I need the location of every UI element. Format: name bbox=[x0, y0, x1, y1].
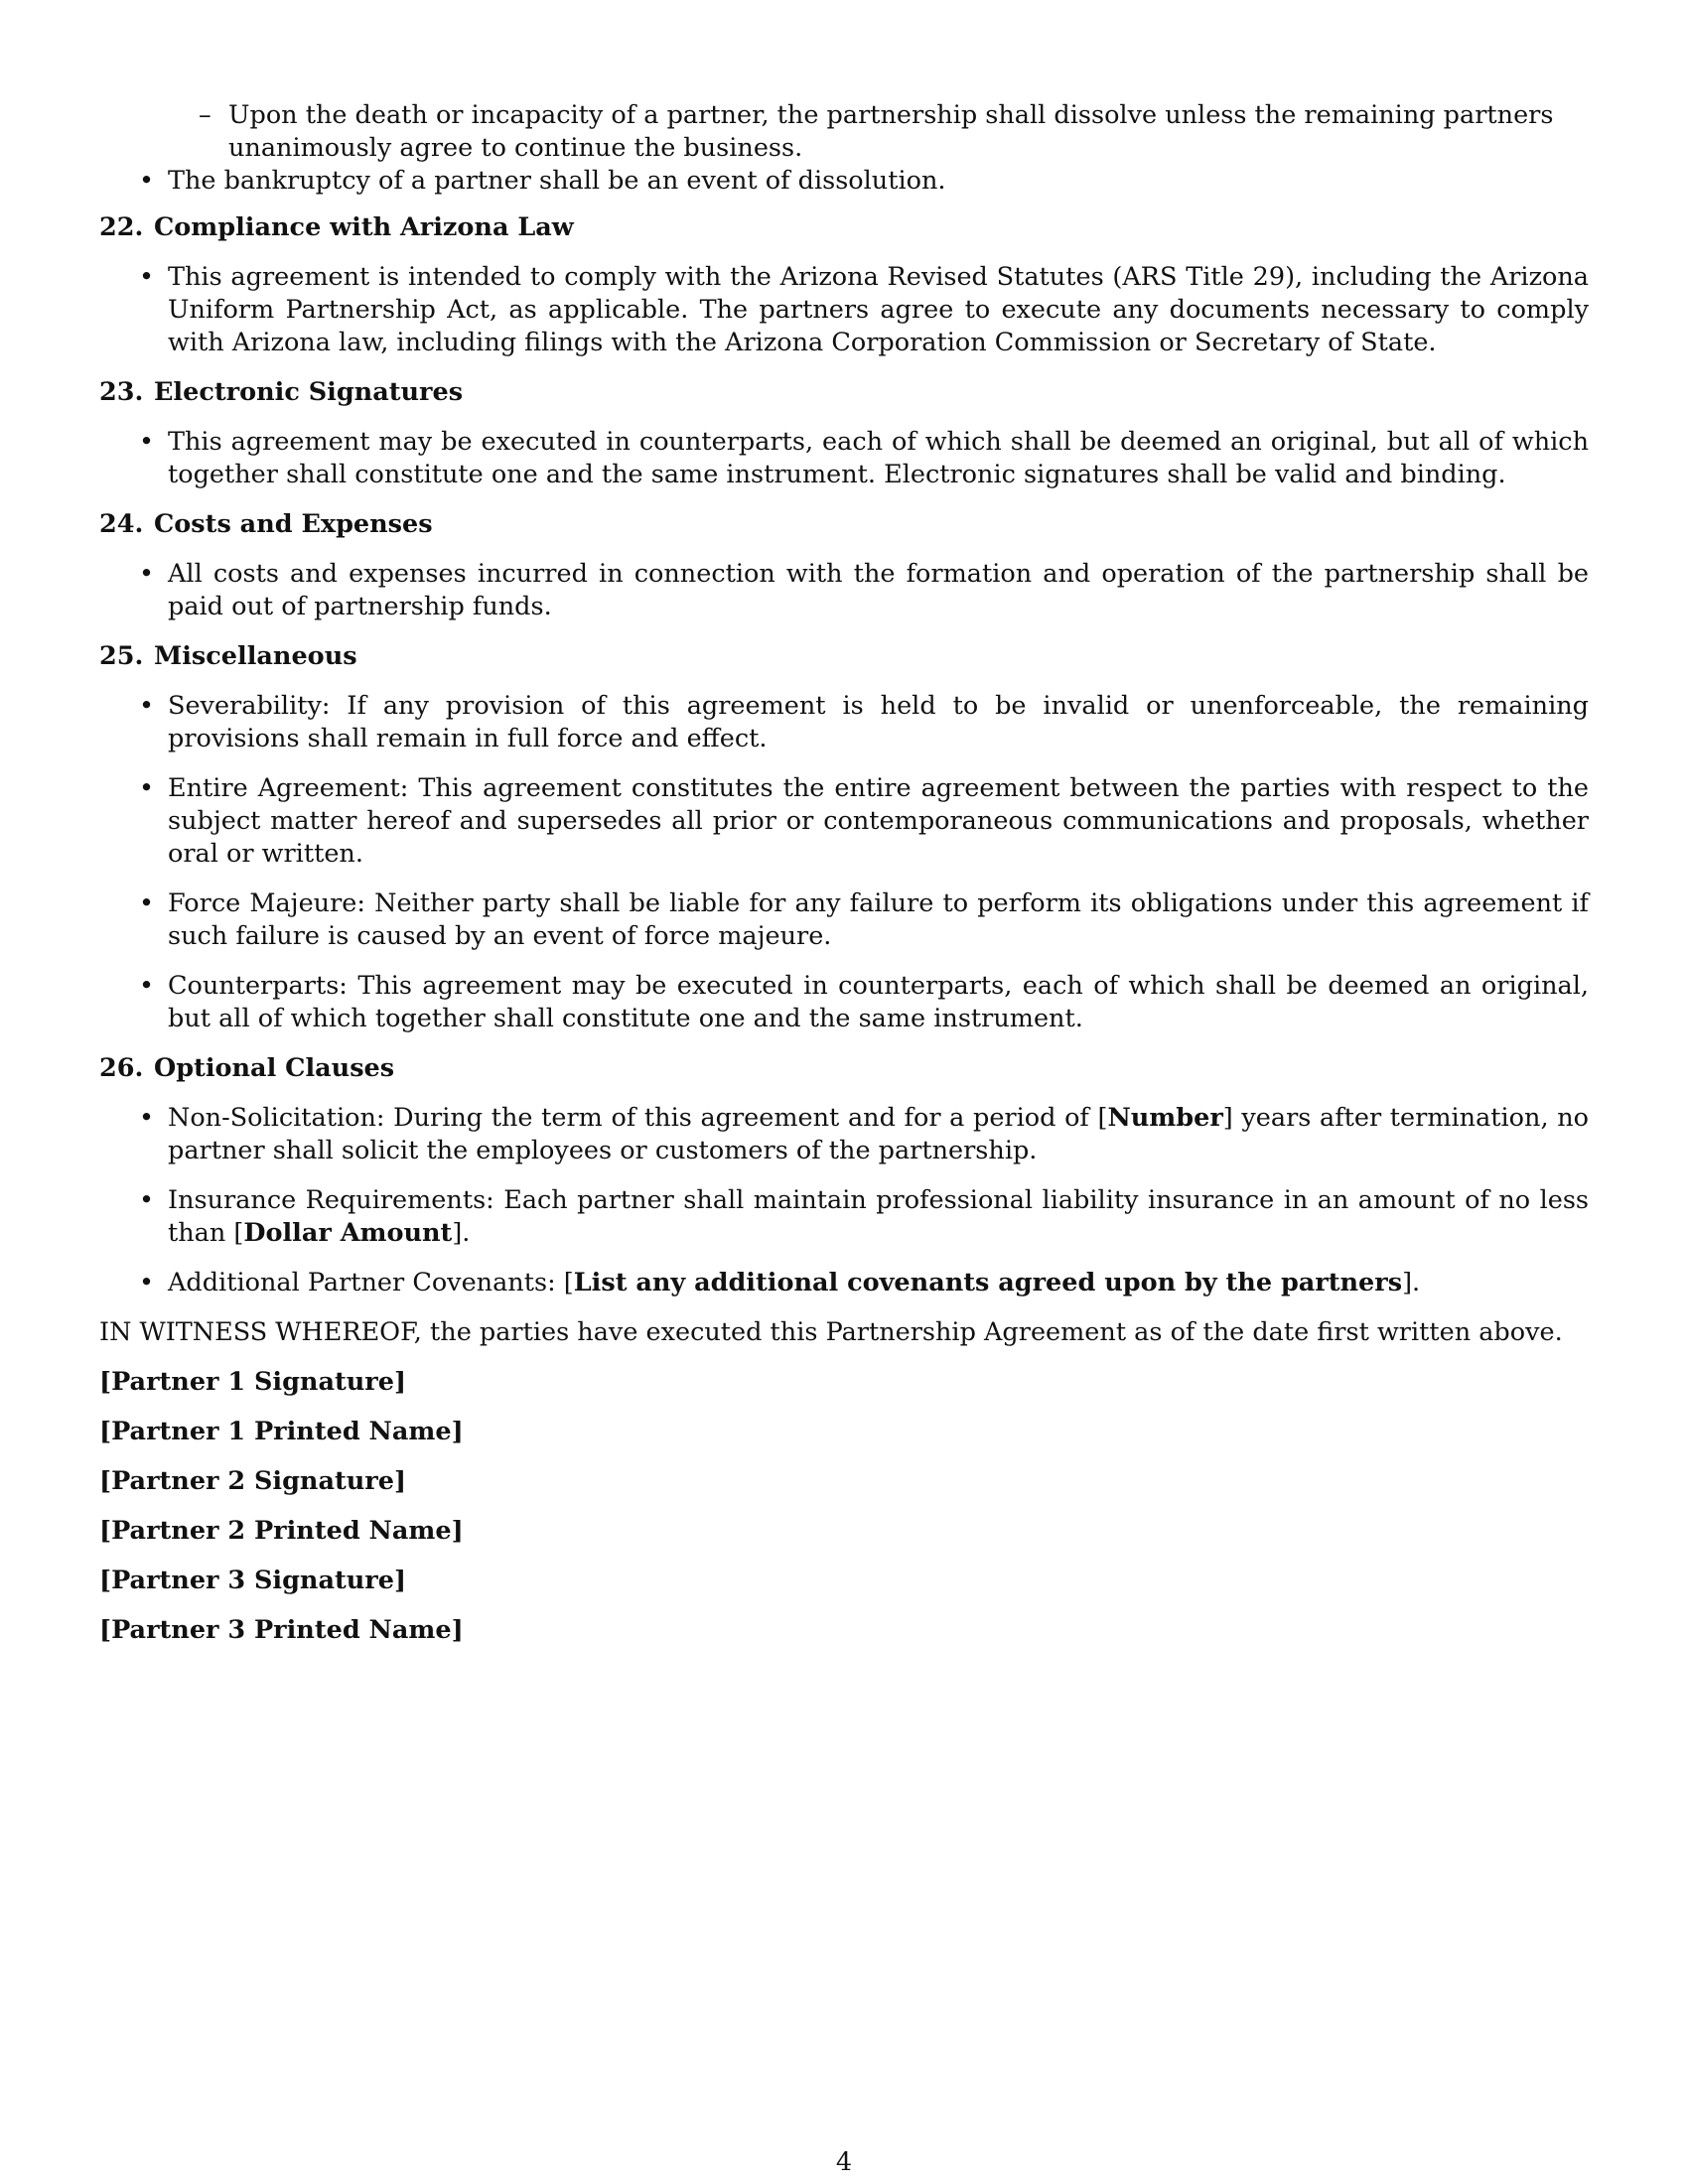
bullet-item-covenants bbox=[99, 1267, 1589, 1299]
clause-text: ]. bbox=[1402, 1268, 1421, 1297]
bullet-marker: • bbox=[139, 773, 155, 803]
section-title: Costs and Expenses bbox=[154, 509, 433, 539]
signature-line-partner-1: [Partner 1 Signature] bbox=[99, 1367, 407, 1397]
signature-line-partner-2: [Partner 2 Signature] bbox=[99, 1466, 407, 1496]
bullet-item-non-solicitation bbox=[99, 1102, 1589, 1167]
bullet-item bbox=[99, 970, 1589, 1035]
section-heading-26 bbox=[99, 1052, 1589, 1085]
bullet-marker: • bbox=[139, 1103, 155, 1133]
signature-line-partner-3: [Partner 3 Signature] bbox=[99, 1566, 407, 1595]
section-title: Compliance with Arizona Law bbox=[154, 212, 574, 242]
bullet-item bbox=[99, 887, 1589, 953]
bullet-item-text: This agreement is intended to comply with the Arizona Revised Statutes (ARS Title 29), including the Arizona Uniform Partnership Act, as applicable. The partners agree to execute any documents necessary to comply with Arizona law, including filings with the Arizona Corporation Commission or Secretary of State. bbox=[168, 262, 1589, 357]
bullet-item-text: Counterparts: This agreement may be executed in counterparts, each of which shall be deemed an original, but all of which together shall constitute one and the same instrument. bbox=[168, 971, 1589, 1033]
bullet-item-text: Force Majeure: Neither party shall be liable for any failure to perform its obligations under this agreement if such failure is caused by an event of force majeure. bbox=[168, 888, 1589, 951]
section-number: 23. bbox=[99, 377, 144, 407]
bullet-marker: • bbox=[139, 888, 155, 918]
page-number: 4 bbox=[835, 2147, 853, 2177]
bullet-item-text: This agreement may be executed in counterparts, each of which shall be deemed an original, but all of which together shall constitute one and the same instrument. Electronic signatures shall be valid and binding. bbox=[168, 427, 1589, 489]
clause-text: ]. bbox=[452, 1218, 471, 1248]
bullet-marker: • bbox=[139, 1185, 155, 1215]
section-number: 24. bbox=[99, 509, 144, 539]
bullet-marker: • bbox=[139, 166, 155, 196]
placeholder-number: Number bbox=[1107, 1103, 1223, 1133]
bullet-item bbox=[99, 690, 1589, 755]
section-heading-22 bbox=[99, 211, 1589, 244]
bullet-item bbox=[99, 558, 1589, 623]
printed-name-partner-3: [Partner 3 Printed Name] bbox=[99, 1615, 464, 1645]
bullet-marker: • bbox=[139, 262, 155, 292]
bullet-item bbox=[99, 772, 1589, 871]
section-title: Miscellaneous bbox=[154, 641, 357, 671]
placeholder-covenants: List any additional covenants agreed upon by the partners bbox=[573, 1268, 1403, 1297]
section-heading-23 bbox=[99, 376, 1589, 409]
bullet-item-insurance bbox=[99, 1184, 1589, 1250]
dash-marker: – bbox=[199, 100, 211, 130]
bullet-item-text: Severability: If any provision of this agreement is held to be invalid or unenforceable, the remaining provisions shall remain in full force and effect. bbox=[168, 691, 1589, 753]
section-title: Optional Clauses bbox=[154, 1053, 395, 1083]
document-page bbox=[99, 99, 1589, 1664]
bullet-marker: • bbox=[139, 691, 155, 721]
bullet-item bbox=[99, 261, 1589, 359]
section-heading-25 bbox=[99, 640, 1589, 673]
bullet-item bbox=[99, 426, 1589, 491]
clause-text: Non-Solicitation: During the term of this agreement and for a period of [ bbox=[168, 1103, 1108, 1133]
section-number: 25. bbox=[99, 641, 144, 671]
bullet-marker: • bbox=[139, 1268, 155, 1297]
printed-name-partner-1: [Partner 1 Printed Name] bbox=[99, 1417, 464, 1446]
dash-list-item bbox=[199, 99, 1589, 165]
bullet-marker: • bbox=[139, 971, 155, 1001]
section-title: Electronic Signatures bbox=[154, 377, 464, 407]
clause-text: Insurance Requirements: Each partner shall maintain professional liability insurance in an amount of no less than [ bbox=[168, 1185, 1589, 1248]
witness-statement: IN WITNESS WHEREOF, the parties have executed this Partnership Agreement as of the date first written above. bbox=[99, 1317, 1563, 1347]
printed-name-partner-2: [Partner 2 Printed Name] bbox=[99, 1516, 464, 1546]
bullet-marker: • bbox=[139, 559, 155, 589]
bullet-item-text: Entire Agreement: This agreement constitutes the entire agreement between the parties with respect to the subject matter hereof and supersedes all prior or contemporaneous communications and proposals, whether oral or written. bbox=[168, 773, 1589, 869]
section-number: 26. bbox=[99, 1053, 144, 1083]
dash-item-text: Upon the death or incapacity of a partner, the partnership shall dissolve unless the remaining partners unanimously agree to continue the business. bbox=[228, 100, 1554, 163]
bullet-item-text: All costs and expenses incurred in connection with the formation and operation of the partnership shall be paid out of partnership funds. bbox=[168, 559, 1589, 621]
clause-text: ] years after termination, no partner shall solicit the employees or customers of the partnership. bbox=[168, 1103, 1589, 1165]
bullet-marker: • bbox=[139, 427, 155, 457]
bullet-item-text: The bankruptcy of a partner shall be an event of dissolution. bbox=[168, 166, 946, 196]
clause-text: Additional Partner Covenants: [ bbox=[168, 1268, 574, 1297]
placeholder-dollar-amount: Dollar Amount bbox=[243, 1218, 453, 1248]
section-number: 22. bbox=[99, 212, 144, 242]
section-heading-24 bbox=[99, 508, 1589, 541]
bullet-item bbox=[99, 165, 1589, 198]
